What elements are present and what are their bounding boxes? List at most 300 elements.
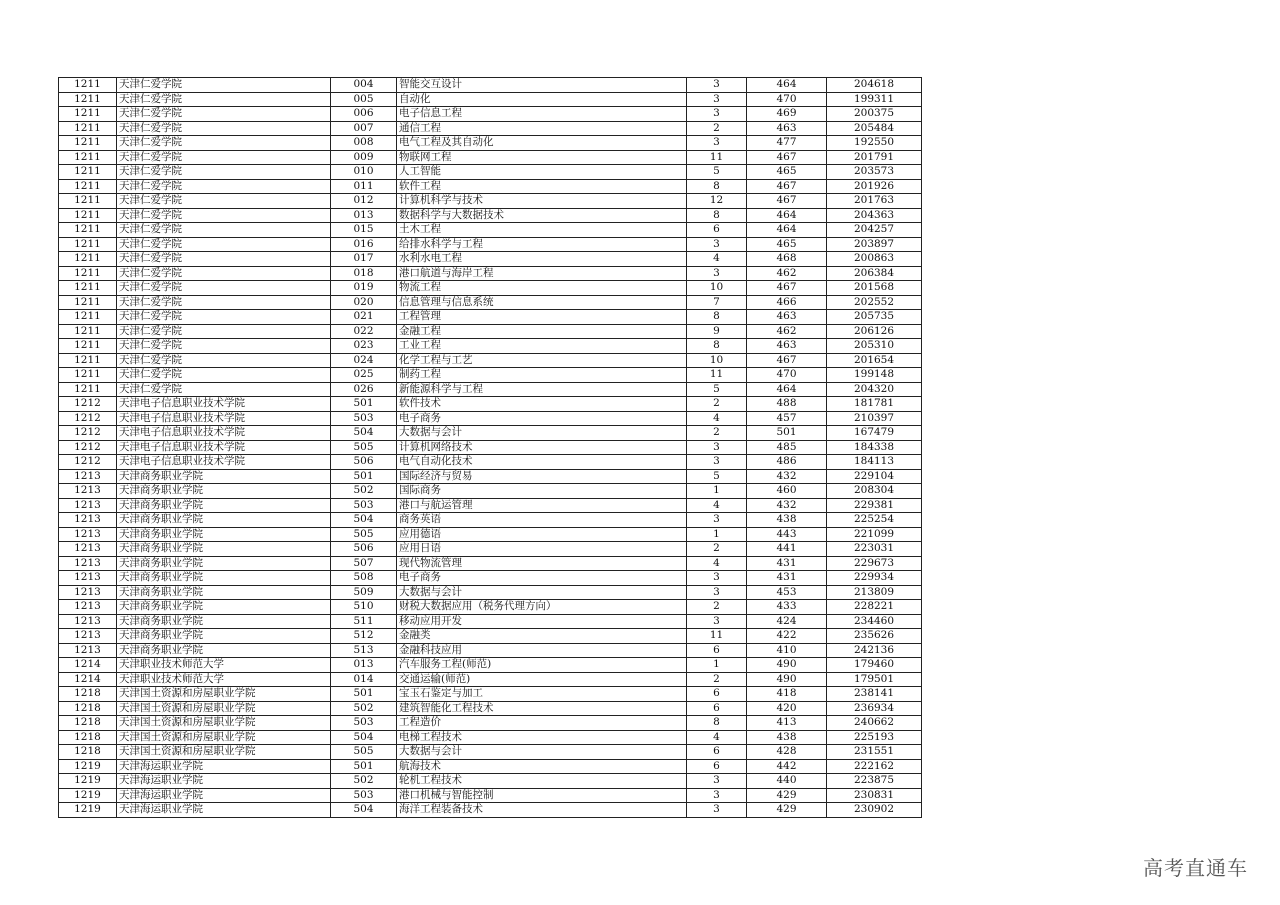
min-rank-cell: 201763 xyxy=(827,194,922,209)
school-name-cell: 天津国土资源和房屋职业学院 xyxy=(117,716,331,731)
major-code-cell: 503 xyxy=(331,411,397,426)
major-name-cell: 通信工程 xyxy=(397,121,687,136)
plan-count-cell: 6 xyxy=(687,745,747,760)
major-name-cell: 数据科学与大数据技术 xyxy=(397,208,687,223)
min-score-cell: 457 xyxy=(747,411,827,426)
school-code-cell: 1211 xyxy=(59,368,117,383)
min-score-cell: 432 xyxy=(747,469,827,484)
min-score-cell: 410 xyxy=(747,643,827,658)
min-rank-cell: 223031 xyxy=(827,542,922,557)
min-rank-cell: 229381 xyxy=(827,498,922,513)
plan-count-cell: 8 xyxy=(687,179,747,194)
plan-count-cell: 6 xyxy=(687,701,747,716)
school-code-cell: 1211 xyxy=(59,78,117,93)
table-row xyxy=(59,658,922,673)
plan-count-cell: 8 xyxy=(687,310,747,325)
table-row xyxy=(59,266,922,281)
plan-count-cell: 1 xyxy=(687,527,747,542)
school-code-cell: 1211 xyxy=(59,237,117,252)
major-code-cell: 504 xyxy=(331,730,397,745)
school-name-cell: 天津仁爱学院 xyxy=(117,121,331,136)
min-score-cell: 490 xyxy=(747,672,827,687)
table-row xyxy=(59,339,922,354)
major-code-cell: 501 xyxy=(331,687,397,702)
school-name-cell: 天津仁爱学院 xyxy=(117,208,331,223)
plan-count-cell: 10 xyxy=(687,353,747,368)
school-name-cell: 天津电子信息职业技术学院 xyxy=(117,411,331,426)
plan-count-cell: 3 xyxy=(687,92,747,107)
min-score-cell: 464 xyxy=(747,223,827,238)
school-name-cell: 天津仁爱学院 xyxy=(117,353,331,368)
major-code-cell: 014 xyxy=(331,672,397,687)
school-name-cell: 天津仁爱学院 xyxy=(117,194,331,209)
major-code-cell: 018 xyxy=(331,266,397,281)
school-name-cell: 天津海运职业学院 xyxy=(117,788,331,803)
min-rank-cell: 200375 xyxy=(827,107,922,122)
major-code-cell: 503 xyxy=(331,498,397,513)
plan-count-cell: 3 xyxy=(687,774,747,789)
min-rank-cell: 230831 xyxy=(827,788,922,803)
min-rank-cell: 179501 xyxy=(827,672,922,687)
major-code-cell: 505 xyxy=(331,440,397,455)
plan-count-cell: 5 xyxy=(687,382,747,397)
major-name-cell: 财税大数据应用（税务代理方向） xyxy=(397,600,687,615)
plan-count-cell: 3 xyxy=(687,803,747,818)
min-score-cell: 429 xyxy=(747,788,827,803)
plan-count-cell: 8 xyxy=(687,339,747,354)
school-name-cell: 天津商务职业学院 xyxy=(117,469,331,484)
min-score-cell: 465 xyxy=(747,237,827,252)
table-row xyxy=(59,730,922,745)
min-score-cell: 468 xyxy=(747,252,827,267)
school-name-cell: 天津仁爱学院 xyxy=(117,92,331,107)
min-score-cell: 433 xyxy=(747,600,827,615)
school-name-cell: 天津仁爱学院 xyxy=(117,179,331,194)
min-rank-cell: 225193 xyxy=(827,730,922,745)
school-code-cell: 1213 xyxy=(59,484,117,499)
major-name-cell: 商务英语 xyxy=(397,513,687,528)
table-row xyxy=(59,527,922,542)
min-score-cell: 431 xyxy=(747,556,827,571)
plan-count-cell: 11 xyxy=(687,629,747,644)
major-code-cell: 505 xyxy=(331,527,397,542)
min-score-cell: 463 xyxy=(747,339,827,354)
major-code-cell: 013 xyxy=(331,658,397,673)
min-rank-cell: 203573 xyxy=(827,165,922,180)
major-name-cell: 人工智能 xyxy=(397,165,687,180)
plan-count-cell: 8 xyxy=(687,208,747,223)
min-score-cell: 424 xyxy=(747,614,827,629)
min-rank-cell: 199311 xyxy=(827,92,922,107)
major-name-cell: 港口机械与智能控制 xyxy=(397,788,687,803)
plan-count-cell: 3 xyxy=(687,440,747,455)
min-rank-cell: 235626 xyxy=(827,629,922,644)
watermark-text: 高考直通车 xyxy=(1143,856,1248,880)
table-row xyxy=(59,440,922,455)
min-rank-cell: 203897 xyxy=(827,237,922,252)
min-score-cell: 467 xyxy=(747,194,827,209)
major-code-cell: 017 xyxy=(331,252,397,267)
min-score-cell: 413 xyxy=(747,716,827,731)
major-code-cell: 511 xyxy=(331,614,397,629)
min-rank-cell: 201568 xyxy=(827,281,922,296)
school-name-cell: 天津商务职业学院 xyxy=(117,600,331,615)
major-code-cell: 501 xyxy=(331,469,397,484)
plan-count-cell: 3 xyxy=(687,455,747,470)
school-code-cell: 1213 xyxy=(59,585,117,600)
major-code-cell: 004 xyxy=(331,78,397,93)
min-rank-cell: 205484 xyxy=(827,121,922,136)
plan-count-cell: 10 xyxy=(687,281,747,296)
school-name-cell: 天津国土资源和房屋职业学院 xyxy=(117,730,331,745)
plan-count-cell: 4 xyxy=(687,498,747,513)
min-rank-cell: 192550 xyxy=(827,136,922,151)
table-row xyxy=(59,252,922,267)
min-rank-cell: 199148 xyxy=(827,368,922,383)
school-name-cell: 天津仁爱学院 xyxy=(117,252,331,267)
major-code-cell: 506 xyxy=(331,542,397,557)
min-rank-cell: 206126 xyxy=(827,324,922,339)
min-rank-cell: 204320 xyxy=(827,382,922,397)
table-row xyxy=(59,643,922,658)
plan-count-cell: 4 xyxy=(687,556,747,571)
min-rank-cell: 229934 xyxy=(827,571,922,586)
school-code-cell: 1213 xyxy=(59,527,117,542)
min-rank-cell: 213809 xyxy=(827,585,922,600)
school-code-cell: 1211 xyxy=(59,121,117,136)
major-code-cell: 007 xyxy=(331,121,397,136)
table-row xyxy=(59,542,922,557)
major-name-cell: 给排水科学与工程 xyxy=(397,237,687,252)
min-score-cell: 429 xyxy=(747,803,827,818)
major-code-cell: 022 xyxy=(331,324,397,339)
school-code-cell: 1211 xyxy=(59,324,117,339)
major-name-cell: 宝玉石鉴定与加工 xyxy=(397,687,687,702)
school-code-cell: 1211 xyxy=(59,353,117,368)
table-row xyxy=(59,310,922,325)
min-score-cell: 453 xyxy=(747,585,827,600)
school-code-cell: 1211 xyxy=(59,150,117,165)
major-code-cell: 503 xyxy=(331,788,397,803)
min-rank-cell: 229673 xyxy=(827,556,922,571)
table-row xyxy=(59,484,922,499)
school-name-cell: 天津职业技术师范大学 xyxy=(117,658,331,673)
school-name-cell: 天津仁爱学院 xyxy=(117,368,331,383)
min-score-cell: 464 xyxy=(747,208,827,223)
school-name-cell: 天津职业技术师范大学 xyxy=(117,672,331,687)
min-rank-cell: 223875 xyxy=(827,774,922,789)
school-name-cell: 天津海运职业学院 xyxy=(117,774,331,789)
plan-count-cell: 3 xyxy=(687,237,747,252)
min-rank-cell: 221099 xyxy=(827,527,922,542)
min-rank-cell: 201791 xyxy=(827,150,922,165)
school-code-cell: 1213 xyxy=(59,556,117,571)
school-name-cell: 天津商务职业学院 xyxy=(117,484,331,499)
plan-count-cell: 3 xyxy=(687,107,747,122)
school-code-cell: 1218 xyxy=(59,701,117,716)
major-name-cell: 制药工程 xyxy=(397,368,687,383)
school-code-cell: 1211 xyxy=(59,382,117,397)
major-name-cell: 计算机网络技术 xyxy=(397,440,687,455)
major-name-cell: 物联网工程 xyxy=(397,150,687,165)
min-score-cell: 420 xyxy=(747,701,827,716)
school-name-cell: 天津仁爱学院 xyxy=(117,136,331,151)
table-row xyxy=(59,716,922,731)
min-score-cell: 490 xyxy=(747,658,827,673)
major-name-cell: 现代物流管理 xyxy=(397,556,687,571)
plan-count-cell: 3 xyxy=(687,614,747,629)
school-code-cell: 1213 xyxy=(59,571,117,586)
school-name-cell: 天津仁爱学院 xyxy=(117,382,331,397)
school-code-cell: 1211 xyxy=(59,179,117,194)
major-name-cell: 电气工程及其自动化 xyxy=(397,136,687,151)
admission-score-table xyxy=(58,77,922,818)
table-row xyxy=(59,281,922,296)
min-score-cell: 470 xyxy=(747,92,827,107)
school-name-cell: 天津商务职业学院 xyxy=(117,643,331,658)
plan-count-cell: 7 xyxy=(687,295,747,310)
plan-count-cell: 6 xyxy=(687,223,747,238)
table-row xyxy=(59,803,922,818)
school-code-cell: 1211 xyxy=(59,252,117,267)
major-name-cell: 工程管理 xyxy=(397,310,687,325)
min-score-cell: 485 xyxy=(747,440,827,455)
major-name-cell: 电梯工程技术 xyxy=(397,730,687,745)
plan-count-cell: 2 xyxy=(687,600,747,615)
school-code-cell: 1213 xyxy=(59,469,117,484)
major-code-cell: 013 xyxy=(331,208,397,223)
school-name-cell: 天津仁爱学院 xyxy=(117,150,331,165)
plan-count-cell: 2 xyxy=(687,121,747,136)
major-code-cell: 015 xyxy=(331,223,397,238)
plan-count-cell: 11 xyxy=(687,150,747,165)
min-rank-cell: 184113 xyxy=(827,455,922,470)
major-code-cell: 010 xyxy=(331,165,397,180)
major-name-cell: 移动应用开发 xyxy=(397,614,687,629)
major-name-cell: 软件技术 xyxy=(397,397,687,412)
plan-count-cell: 2 xyxy=(687,426,747,441)
min-rank-cell: 184338 xyxy=(827,440,922,455)
table-row xyxy=(59,194,922,209)
min-rank-cell: 179460 xyxy=(827,658,922,673)
major-name-cell: 金融工程 xyxy=(397,324,687,339)
table-row xyxy=(59,455,922,470)
table-row xyxy=(59,397,922,412)
min-rank-cell: 205735 xyxy=(827,310,922,325)
major-code-cell: 507 xyxy=(331,556,397,571)
school-name-cell: 天津国土资源和房屋职业学院 xyxy=(117,687,331,702)
plan-count-cell: 2 xyxy=(687,397,747,412)
min-rank-cell: 204257 xyxy=(827,223,922,238)
school-code-cell: 1213 xyxy=(59,542,117,557)
min-score-cell: 465 xyxy=(747,165,827,180)
table-row xyxy=(59,223,922,238)
school-code-cell: 1214 xyxy=(59,658,117,673)
min-score-cell: 441 xyxy=(747,542,827,557)
major-code-cell: 006 xyxy=(331,107,397,122)
major-code-cell: 016 xyxy=(331,237,397,252)
major-name-cell: 工程造价 xyxy=(397,716,687,731)
school-name-cell: 天津仁爱学院 xyxy=(117,295,331,310)
school-code-cell: 1211 xyxy=(59,208,117,223)
school-name-cell: 天津商务职业学院 xyxy=(117,585,331,600)
major-code-cell: 021 xyxy=(331,310,397,325)
table-row xyxy=(59,411,922,426)
major-name-cell: 电子信息工程 xyxy=(397,107,687,122)
school-name-cell: 天津商务职业学院 xyxy=(117,556,331,571)
major-code-cell: 501 xyxy=(331,759,397,774)
min-rank-cell: 234460 xyxy=(827,614,922,629)
table-row xyxy=(59,571,922,586)
min-score-cell: 443 xyxy=(747,527,827,542)
school-name-cell: 天津仁爱学院 xyxy=(117,223,331,238)
school-code-cell: 1212 xyxy=(59,440,117,455)
school-name-cell: 天津国土资源和房屋职业学院 xyxy=(117,701,331,716)
plan-count-cell: 11 xyxy=(687,368,747,383)
min-rank-cell: 225254 xyxy=(827,513,922,528)
table-row xyxy=(59,600,922,615)
table-row xyxy=(59,136,922,151)
plan-count-cell: 8 xyxy=(687,716,747,731)
school-code-cell: 1219 xyxy=(59,788,117,803)
school-code-cell: 1211 xyxy=(59,295,117,310)
plan-count-cell: 1 xyxy=(687,484,747,499)
school-name-cell: 天津电子信息职业技术学院 xyxy=(117,397,331,412)
school-name-cell: 天津商务职业学院 xyxy=(117,527,331,542)
school-code-cell: 1212 xyxy=(59,426,117,441)
school-name-cell: 天津电子信息职业技术学院 xyxy=(117,455,331,470)
plan-count-cell: 3 xyxy=(687,571,747,586)
min-score-cell: 462 xyxy=(747,266,827,281)
plan-count-cell: 2 xyxy=(687,672,747,687)
min-rank-cell: 229104 xyxy=(827,469,922,484)
plan-count-cell: 6 xyxy=(687,643,747,658)
min-score-cell: 428 xyxy=(747,745,827,760)
table-row xyxy=(59,701,922,716)
school-code-cell: 1218 xyxy=(59,745,117,760)
school-code-cell: 1211 xyxy=(59,266,117,281)
plan-count-cell: 6 xyxy=(687,759,747,774)
major-code-cell: 012 xyxy=(331,194,397,209)
min-rank-cell: 204618 xyxy=(827,78,922,93)
major-code-cell: 510 xyxy=(331,600,397,615)
school-name-cell: 天津海运职业学院 xyxy=(117,759,331,774)
table-row xyxy=(59,208,922,223)
school-name-cell: 天津商务职业学院 xyxy=(117,629,331,644)
major-name-cell: 金融类 xyxy=(397,629,687,644)
min-score-cell: 431 xyxy=(747,571,827,586)
major-name-cell: 自动化 xyxy=(397,92,687,107)
table-row xyxy=(59,107,922,122)
school-code-cell: 1219 xyxy=(59,803,117,818)
major-code-cell: 506 xyxy=(331,455,397,470)
major-code-cell: 020 xyxy=(331,295,397,310)
major-name-cell: 计算机科学与技术 xyxy=(397,194,687,209)
table-row xyxy=(59,179,922,194)
table-row xyxy=(59,353,922,368)
school-name-cell: 天津商务职业学院 xyxy=(117,498,331,513)
major-name-cell: 工业工程 xyxy=(397,339,687,354)
table-row xyxy=(59,745,922,760)
table-row xyxy=(59,774,922,789)
plan-count-cell: 12 xyxy=(687,194,747,209)
school-name-cell: 天津商务职业学院 xyxy=(117,571,331,586)
min-score-cell: 438 xyxy=(747,513,827,528)
table-row xyxy=(59,629,922,644)
major-name-cell: 智能交互设计 xyxy=(397,78,687,93)
min-rank-cell: 167479 xyxy=(827,426,922,441)
min-rank-cell: 201926 xyxy=(827,179,922,194)
min-rank-cell: 240662 xyxy=(827,716,922,731)
table-row xyxy=(59,585,922,600)
school-code-cell: 1213 xyxy=(59,513,117,528)
min-rank-cell: 206384 xyxy=(827,266,922,281)
min-rank-cell: 236934 xyxy=(827,701,922,716)
table-row xyxy=(59,614,922,629)
major-name-cell: 电气自动化技术 xyxy=(397,455,687,470)
table-row xyxy=(59,324,922,339)
plan-count-cell: 5 xyxy=(687,165,747,180)
min-score-cell: 463 xyxy=(747,121,827,136)
min-score-cell: 488 xyxy=(747,397,827,412)
table-row xyxy=(59,672,922,687)
plan-count-cell: 6 xyxy=(687,687,747,702)
min-rank-cell: 222162 xyxy=(827,759,922,774)
school-name-cell: 天津仁爱学院 xyxy=(117,324,331,339)
major-name-cell: 港口与航运管理 xyxy=(397,498,687,513)
major-name-cell: 大数据与会计 xyxy=(397,426,687,441)
school-code-cell: 1213 xyxy=(59,643,117,658)
major-name-cell: 港口航道与海岸工程 xyxy=(397,266,687,281)
plan-count-cell: 4 xyxy=(687,411,747,426)
major-code-cell: 019 xyxy=(331,281,397,296)
plan-count-cell: 3 xyxy=(687,266,747,281)
school-name-cell: 天津仁爱学院 xyxy=(117,237,331,252)
table-row xyxy=(59,513,922,528)
major-code-cell: 005 xyxy=(331,92,397,107)
major-code-cell: 011 xyxy=(331,179,397,194)
min-rank-cell: 230902 xyxy=(827,803,922,818)
major-name-cell: 电子商务 xyxy=(397,571,687,586)
major-name-cell: 航海技术 xyxy=(397,759,687,774)
min-score-cell: 432 xyxy=(747,498,827,513)
school-name-cell: 天津仁爱学院 xyxy=(117,107,331,122)
major-code-cell: 513 xyxy=(331,643,397,658)
school-name-cell: 天津仁爱学院 xyxy=(117,310,331,325)
table-row xyxy=(59,121,922,136)
major-name-cell: 应用德语 xyxy=(397,527,687,542)
major-name-cell: 国际商务 xyxy=(397,484,687,499)
min-score-cell: 501 xyxy=(747,426,827,441)
min-score-cell: 466 xyxy=(747,295,827,310)
plan-count-cell: 5 xyxy=(687,469,747,484)
min-rank-cell: 242136 xyxy=(827,643,922,658)
school-name-cell: 天津商务职业学院 xyxy=(117,513,331,528)
min-score-cell: 464 xyxy=(747,382,827,397)
min-score-cell: 463 xyxy=(747,310,827,325)
table-row xyxy=(59,426,922,441)
school-name-cell: 天津电子信息职业技术学院 xyxy=(117,440,331,455)
school-name-cell: 天津海运职业学院 xyxy=(117,803,331,818)
min-rank-cell: 228221 xyxy=(827,600,922,615)
min-score-cell: 442 xyxy=(747,759,827,774)
school-code-cell: 1211 xyxy=(59,107,117,122)
plan-count-cell: 4 xyxy=(687,730,747,745)
min-score-cell: 470 xyxy=(747,368,827,383)
major-name-cell: 交通运输(师范) xyxy=(397,672,687,687)
major-name-cell: 电子商务 xyxy=(397,411,687,426)
min-rank-cell: 231551 xyxy=(827,745,922,760)
